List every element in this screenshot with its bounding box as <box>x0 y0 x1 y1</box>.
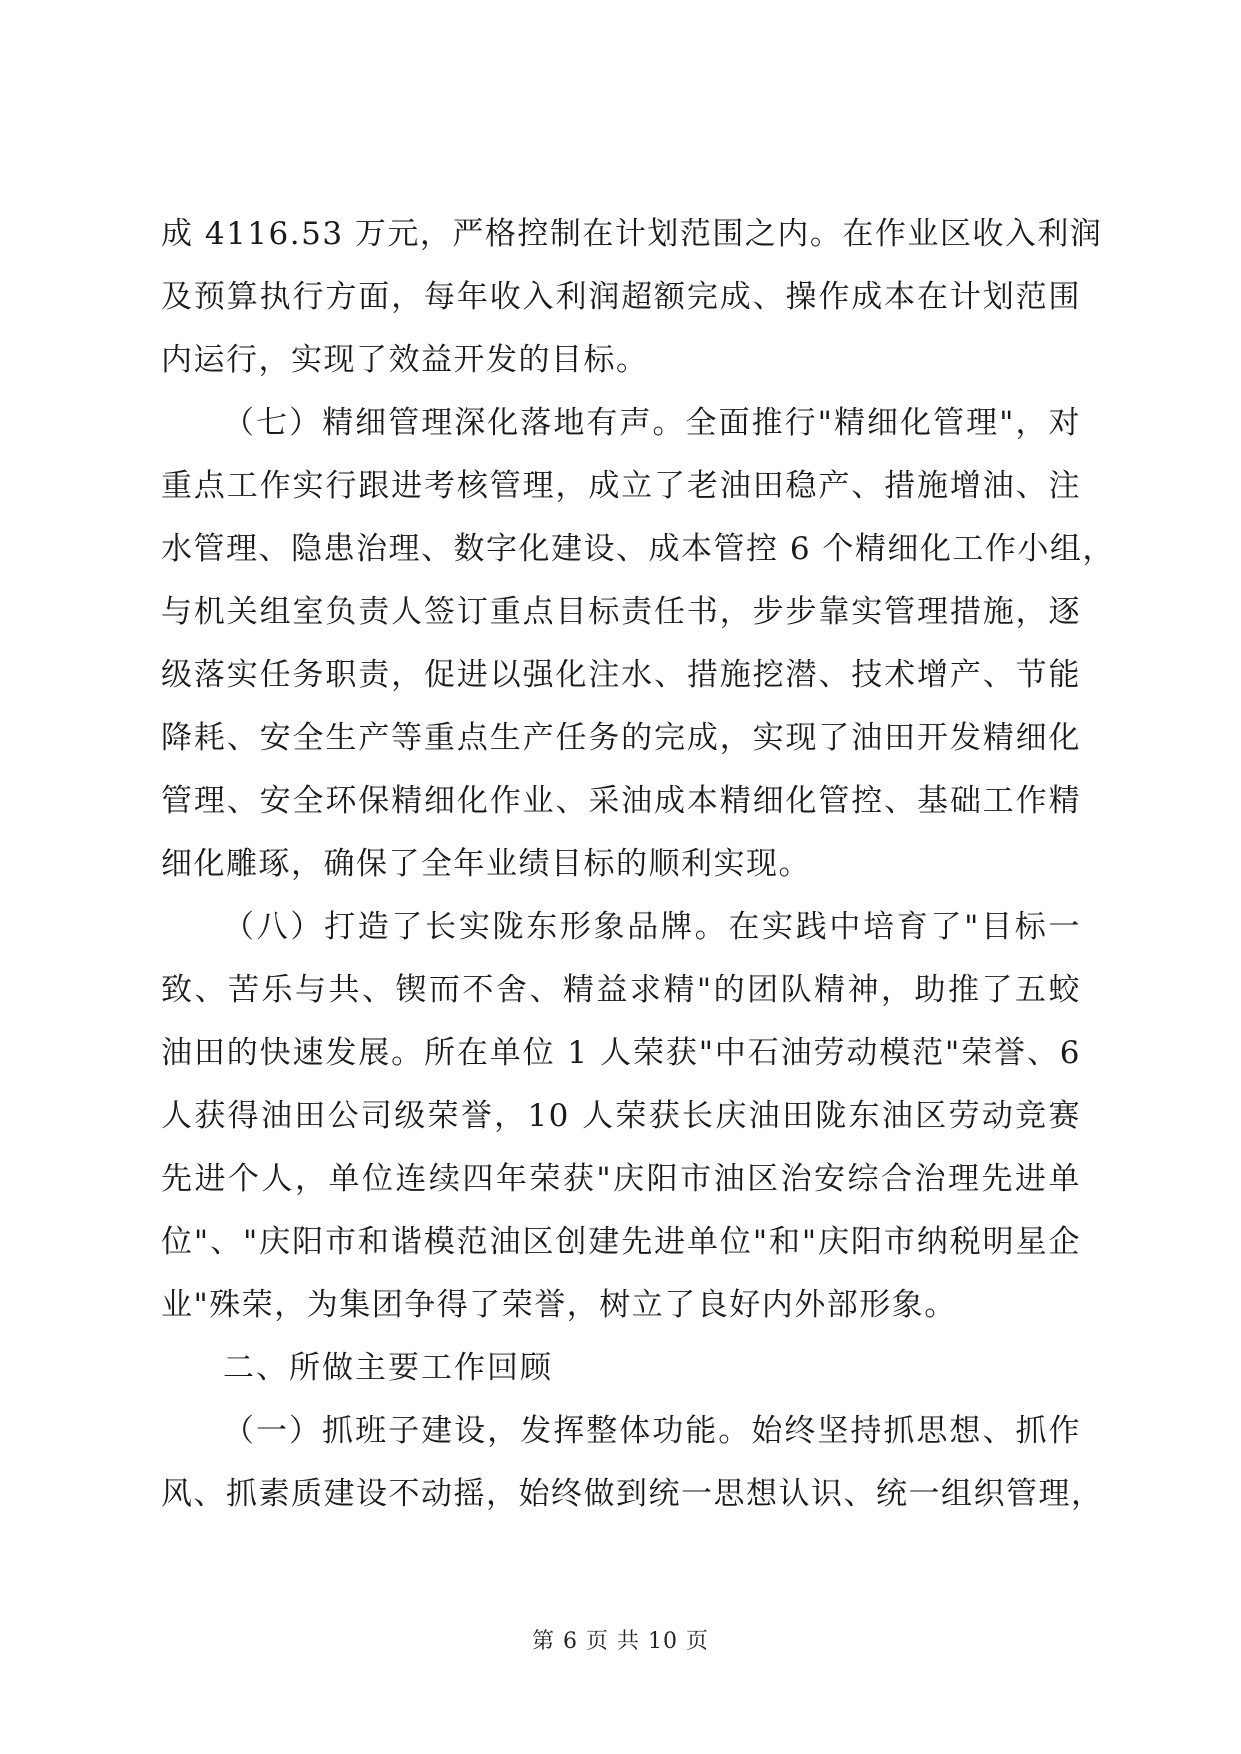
paragraph-7-line-3: 水管理、隐患治理、数字化建设、成本管控 6 个精细化工作小组， <box>161 531 1115 567</box>
paragraph-8-line-6: 位"、"庆阳市和谐模范油区创建先进单位"和"庆阳市纳税明星企 <box>161 1224 1081 1260</box>
paragraph-8-line-1: （八）打造了长实陇东形象品牌。在实践中培育了"目标一 <box>223 909 1081 945</box>
paragraph-7-line-5: 级落实任务职责，促进以强化注水、措施挖潜、技术增产、节能 <box>161 657 1081 693</box>
section-1-line-1: （一）抓班子建设，发挥整体功能。始终坚持抓思想、抓作 <box>223 1413 1081 1449</box>
paragraph-8-line-7: 业"殊荣，为集团争得了荣誉，树立了良好内外部形象。 <box>161 1287 957 1323</box>
paragraph-7-line-4: 与机关组室负责人签订重点目标责任书，步步靠实管理措施，逐 <box>161 594 1081 630</box>
paragraph-8-line-4: 人获得油田公司级荣誉，10 人荣获长庆油田陇东油区劳动竞赛 <box>161 1098 1081 1134</box>
section-1-line-2: 风、抓素质建设不动摇，始终做到统一思想认识、统一组织管理， <box>161 1476 1104 1512</box>
body-line-1: 成 4116.53 万元，严格控制在计划范围之内。在作业区收入利润 <box>161 216 1103 252</box>
body-line-2: 及预算执行方面，每年收入利润超额完成、操作成本在计划范围 <box>161 279 1081 315</box>
paragraph-8-line-2: 致、苦乐与共、锲而不舍、精益求精"的团队精神，助推了五蛟 <box>161 972 1081 1008</box>
paragraph-7-line-6: 降耗、安全生产等重点生产任务的完成，实现了油田开发精细化 <box>161 720 1081 756</box>
paragraph-7-line-2: 重点工作实行跟进考核管理，成立了老油田稳产、措施增油、注 <box>161 468 1081 504</box>
paragraph-7-line-7: 管理、安全环保精细化作业、采油成本精细化管控、基础工作精 <box>161 783 1081 819</box>
paragraph-7-line-8: 细化雕琢，确保了全年业绩目标的顺利实现。 <box>161 846 811 882</box>
paragraph-8-line-5: 先进个人，单位连续四年荣获"庆阳市油区治安综合治理先进单 <box>161 1161 1081 1197</box>
page-number-footer: 第 6 页 共 10 页 <box>532 1629 709 1654</box>
section-heading: 二、所做主要工作回顾 <box>223 1350 553 1386</box>
body-line-3: 内运行，实现了效益开发的目标。 <box>161 342 649 378</box>
paragraph-8-line-3: 油田的快速发展。所在单位 1 人荣获"中石油劳动模范"荣誉、6 <box>161 1035 1081 1071</box>
document-body <box>161 203 1115 1526</box>
paragraph-7-line-1: （七）精细管理深化落地有声。全面推行"精细化管理"，对 <box>223 405 1081 441</box>
